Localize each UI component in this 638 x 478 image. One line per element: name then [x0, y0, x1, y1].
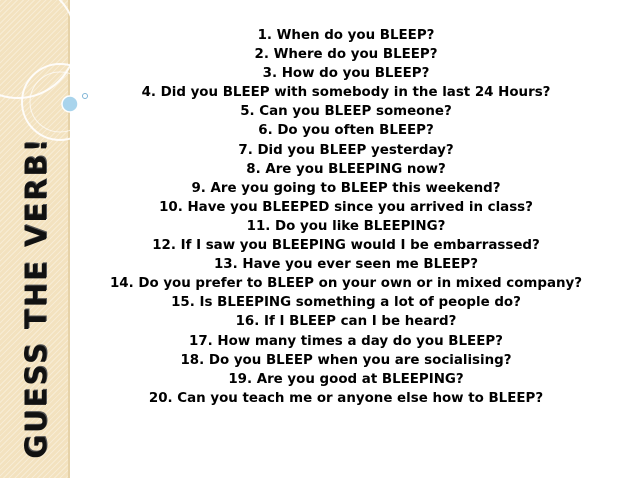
- question-item: 5. Can you BLEEP someone?: [240, 104, 452, 120]
- question-item: 12. If I saw you BLEEPING would I be embarrassed?: [152, 238, 540, 254]
- question-item: 11. Do you like BLEEPING?: [246, 218, 446, 234]
- question-item: 9. Are you going to BLEEP this weekend?: [191, 180, 501, 196]
- question-item: 18. Do you BLEEP when you are socialising?: [180, 352, 512, 368]
- question-item: 2. Where do you BLEEP?: [254, 47, 438, 63]
- large-arc-circle: [0, 0, 76, 98]
- question-item: 14. Do you prefer to BLEEP on your own or in mixed company?: [109, 276, 583, 292]
- question-item: 17. How many times a day do you BLEEP?: [189, 333, 503, 349]
- question-item: 1. When do you BLEEP?: [257, 28, 435, 43]
- question-item: 6. Do you often BLEEP?: [258, 123, 434, 139]
- blue-bubble-icon: [62, 96, 78, 112]
- question-item: 15. Is BLEEPING something a lot of people do?: [171, 295, 521, 311]
- question-item: 10. Have you BLEEPED since you arrived in class?: [159, 199, 533, 215]
- question-item: 16. If I BLEEP can I be heard?: [235, 314, 457, 330]
- question-item: 4. Did you BLEEP with somebody in the last 24 Hours?: [141, 85, 551, 101]
- question-item: 7. Did you BLEEP yesterday?: [238, 142, 454, 158]
- question-item: 13. Have you ever seen me BLEEP?: [213, 257, 479, 273]
- question-list: [78, 26, 614, 408]
- vertical-title: GUESS THE VERB!: [19, 137, 53, 459]
- question-item: 3. How do you BLEEP?: [262, 66, 430, 82]
- question-item: 8. Are you BLEEPING now?: [246, 161, 446, 177]
- question-item: 20. Can you teach me or anyone else how to BLEEP?: [148, 390, 544, 406]
- question-item: 19. Are you good at BLEEPING?: [228, 371, 464, 387]
